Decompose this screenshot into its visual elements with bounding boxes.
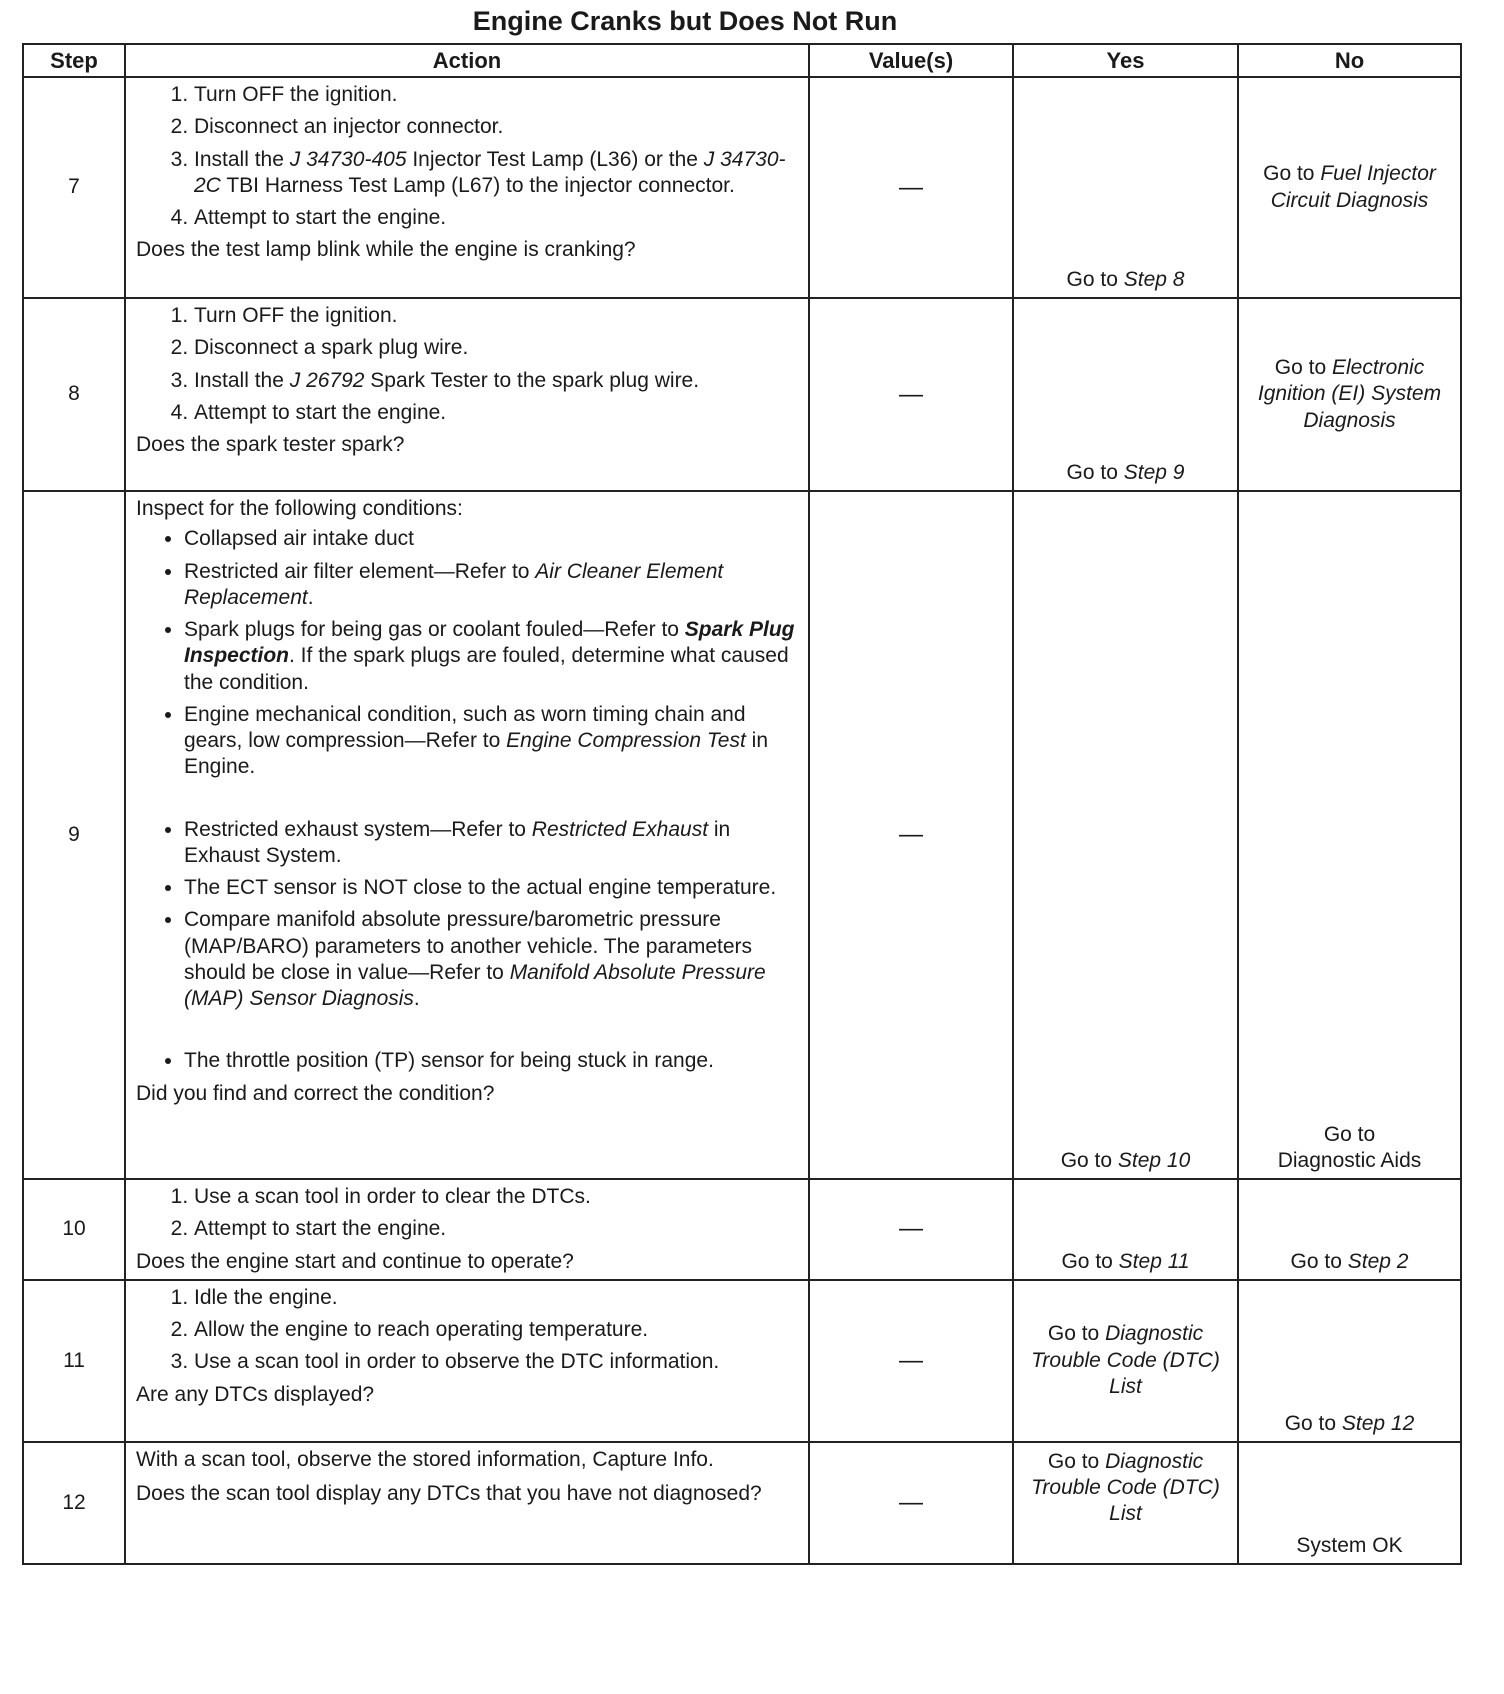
step-link[interactable]: Step 11 xyxy=(1118,1249,1190,1273)
table-row-step-11 xyxy=(23,1280,1461,1442)
step-link[interactable]: Step 8 xyxy=(1123,267,1185,291)
step-link[interactable]: Step 9 xyxy=(1123,460,1185,484)
question: Are any DTCs displayed? xyxy=(136,1382,375,1406)
action-cell xyxy=(125,1442,809,1564)
procedure-link[interactable]: Electronic Ignition (EI) System Diagnosis xyxy=(1257,356,1442,432)
yes-cell: Go to Diagnostic Trouble Code (DTC) List xyxy=(1013,1442,1238,1564)
action-item: 4. Attempt to start the engine. xyxy=(194,205,800,231)
step-number: 8 xyxy=(23,298,125,491)
procedure-link[interactable]: Diagnostic Aids xyxy=(1277,1148,1422,1172)
step-number: 10 xyxy=(23,1179,125,1280)
step-number: 7 xyxy=(23,77,125,298)
action-item: 4. Attempt to start the engine. xyxy=(194,400,800,426)
step-link[interactable]: Step 10 xyxy=(1117,1148,1191,1172)
condition-item: • Compare manifold absolute pressure/barometric pressure (MAP/BARO) parameters to another vehicle. The parameters should be close in value—Refer to Manifold Absolute Pressure (MAP) Sensor Diagnosis. xyxy=(184,907,800,1012)
no-cell: Go to Fuel Injector Circuit Diagnosis xyxy=(1238,77,1461,298)
condition-item: • Restricted exhaust system—Refer to Restricted Exhaust in Exhaust System. xyxy=(184,817,800,870)
action-cell xyxy=(125,1280,809,1442)
procedure-link[interactable]: Air Cleaner Element Replacement xyxy=(184,559,724,609)
question: Did you find and correct the condition? xyxy=(136,1081,495,1105)
step-link[interactable]: Step 12 xyxy=(1341,1411,1415,1435)
condition-item: • Spark plugs for being gas or coolant fouled—Refer to Spark Plug Inspection. If the spark plugs are fouled, determine what caused the condition. xyxy=(184,617,800,696)
tool-ref: J 34730-2C xyxy=(194,147,786,197)
condition-item: • Restricted air filter element—Refer to Air Cleaner Element Replacement. xyxy=(184,559,800,612)
condition-item: • The ECT sensor is NOT close to the actual engine temperature. xyxy=(184,875,800,901)
yes-cell: Go to Step 8 xyxy=(1013,77,1238,298)
procedure-link[interactable]: Manifold Absolute Pressure (MAP) Sensor Diagnosis xyxy=(184,960,766,1010)
value-cell: — xyxy=(809,491,1013,1179)
table-row-step-12 xyxy=(23,1442,1461,1564)
value-cell: — xyxy=(809,77,1013,298)
value-cell: — xyxy=(809,1280,1013,1442)
no-cell: Go to Electronic Ignition (EI) System Diagnosis xyxy=(1238,298,1461,491)
action-cell xyxy=(125,1179,809,1280)
condition-item: • Collapsed air intake duct xyxy=(184,526,800,552)
action-item: 1. Turn OFF the ignition. xyxy=(194,303,800,329)
condition-item: • The throttle position (TP) sensor for being stuck in range. xyxy=(184,1048,800,1074)
action-item: 3. Install the J 26792 Spark Tester to the spark plug wire. xyxy=(194,368,800,394)
condition-item: • Engine mechanical condition, such as worn timing chain and gears, low compression—Refer to Engine Compression Test in Engine. xyxy=(184,702,800,781)
action-cell xyxy=(125,298,809,491)
value-cell: — xyxy=(809,298,1013,491)
header-values: Value(s) xyxy=(809,44,1013,77)
value-cell: — xyxy=(809,1179,1013,1280)
action-item: 1. Idle the engine. xyxy=(194,1285,800,1311)
page-title: Engine Cranks but Does Not Run xyxy=(472,6,898,36)
no-cell: Go to Diagnostic Aids xyxy=(1238,491,1461,1179)
action-cell xyxy=(125,491,809,1179)
table-row-step-7 xyxy=(23,77,1461,298)
table-row-step-9 xyxy=(23,491,1461,1179)
header-no: No xyxy=(1238,44,1461,77)
no-cell: Go to Step 12 xyxy=(1238,1280,1461,1442)
procedure-link[interactable]: Diagnostic Trouble Code (DTC) List xyxy=(1031,1322,1220,1398)
action-item: 3. Use a scan tool in order to observe the DTC information. xyxy=(194,1349,800,1375)
action-item: 1. Turn OFF the ignition. xyxy=(194,82,800,108)
header-row xyxy=(23,44,1461,77)
question: Does the scan tool display any DTCs that you have not diagnosed? xyxy=(136,1482,762,1505)
question: Does the test lamp blink while the engine is cranking? xyxy=(136,238,636,262)
procedure-link[interactable]: Fuel Injector Circuit Diagnosis xyxy=(1270,162,1436,212)
action-item: 2. Allow the engine to reach operating temperature. xyxy=(194,1317,800,1343)
procedure-link[interactable]: Restricted Exhaust xyxy=(531,817,709,841)
question: Does the spark tester spark? xyxy=(136,433,405,456)
value-cell: — xyxy=(809,1442,1013,1564)
tool-ref: J 26792 xyxy=(289,368,365,392)
yes-cell: Go to Diagnostic Trouble Code (DTC) List xyxy=(1013,1280,1238,1442)
tool-ref: J 34730-405 xyxy=(289,147,407,171)
yes-cell: Go to Step 10 xyxy=(1013,491,1238,1179)
header-step: Step xyxy=(23,44,125,77)
procedure-link[interactable]: Engine Compression Test xyxy=(506,729,746,752)
step-link[interactable]: Step 2 xyxy=(1347,1249,1409,1273)
question: Does the engine start and continue to operate? xyxy=(136,1249,574,1273)
action-cell xyxy=(125,77,809,298)
step-number: 11 xyxy=(23,1280,125,1442)
step-number: 12 xyxy=(23,1442,125,1564)
spacer xyxy=(184,787,800,811)
no-cell: System OK xyxy=(1238,1442,1461,1564)
action-item: 2. Disconnect a spark plug wire. xyxy=(194,335,800,361)
yes-cell: Go to Step 9 xyxy=(1013,298,1238,491)
header-yes: Yes xyxy=(1013,44,1238,77)
spacer xyxy=(184,1018,800,1042)
procedure-link[interactable]: Spark Plug Inspection xyxy=(184,618,795,668)
action-item: 2. Disconnect an injector connector. xyxy=(194,114,800,140)
no-cell: Go to Step 2 xyxy=(1238,1179,1461,1280)
intro-text: Inspect for the following conditions: xyxy=(136,497,463,520)
diagnostic-table xyxy=(22,43,1462,1565)
intro-text: With a scan tool, observe the stored information, Capture Info. xyxy=(136,1447,714,1471)
action-item: 3. Install the J 34730-405 Injector Test Lamp (L36) or the J 34730-2C TBI Harness Test Lamp (L67) to the injector connector. xyxy=(194,147,800,200)
table-row-step-8 xyxy=(23,298,1461,491)
procedure-link[interactable]: Diagnostic Trouble Code (DTC) List xyxy=(1031,1449,1220,1526)
yes-cell: Go to Step 11 xyxy=(1013,1179,1238,1280)
step-number: 9 xyxy=(23,491,125,1179)
header-action: Action xyxy=(125,44,809,77)
action-item: 1. Use a scan tool in order to clear the DTCs. xyxy=(194,1184,800,1210)
action-item: 2. Attempt to start the engine. xyxy=(194,1216,800,1242)
table-row-step-10 xyxy=(23,1179,1461,1280)
